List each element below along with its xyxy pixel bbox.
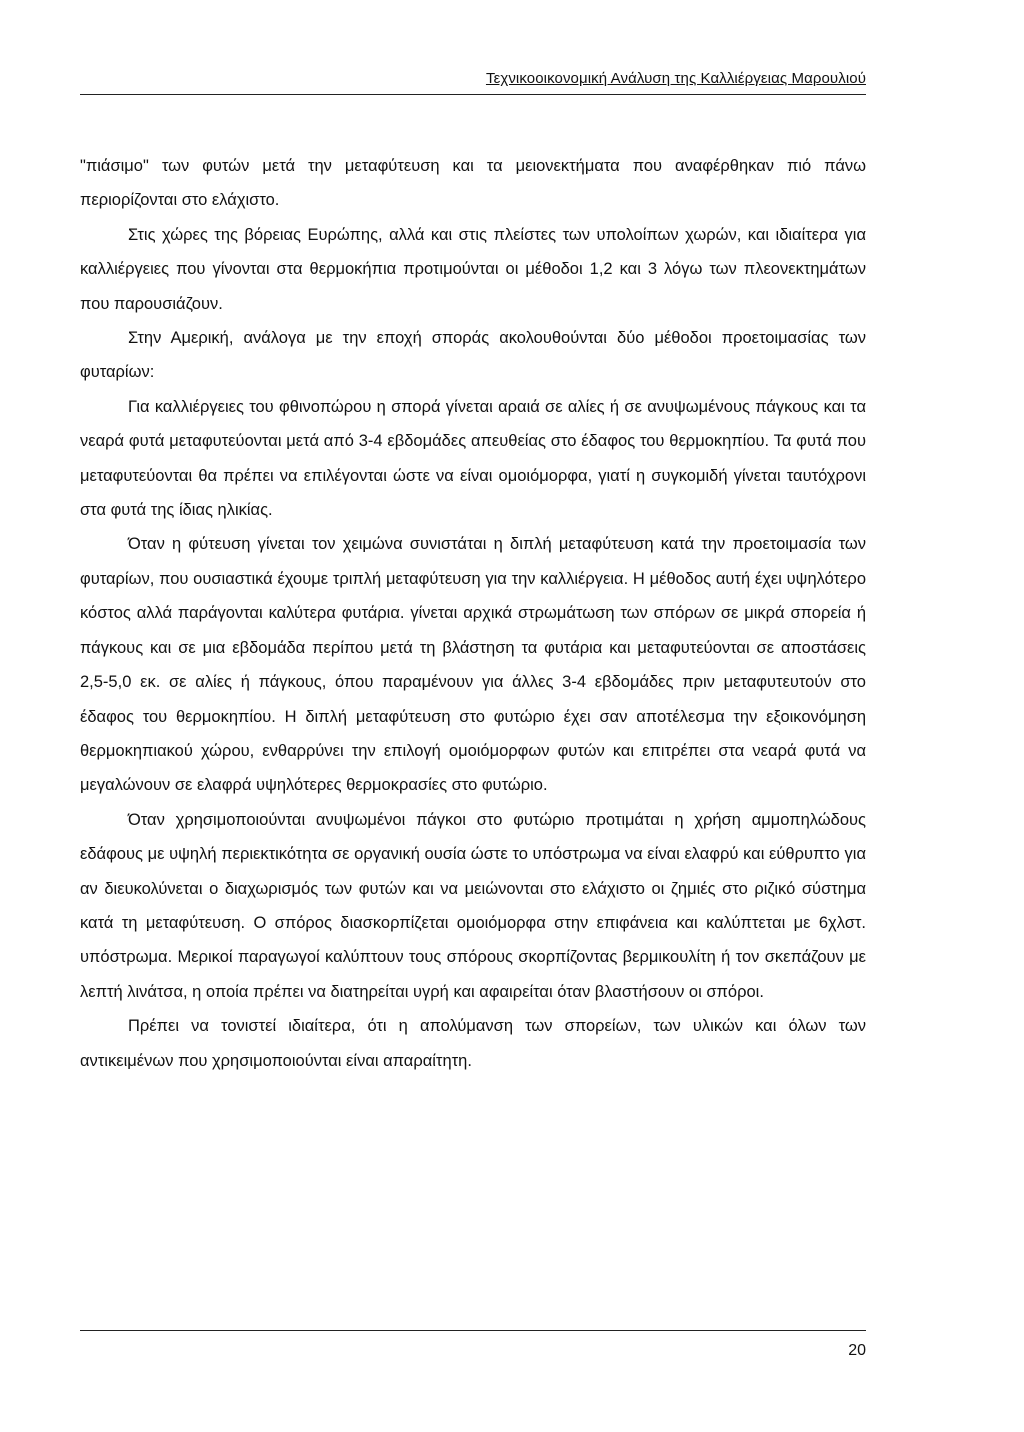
running-header: Τεχνικοοικονομική Ανάλυση της Καλλιέργειας Μαρουλιού [485,70,866,87]
paragraph-northern-europe: Στις χώρες της βόρειας Ευρώπης, αλλά και στις πλείστες των υπολοίπων χωρών, και ιδιαίτερα για καλλιέργειες που γίνονται στα θερμοκήπια προτιμούνται οι μέθοδοι 1,2 και 3 λόγω των πλεονεκτημάτων που παρουσιάζουν. [80,225,866,313]
header-rule [80,94,866,95]
paragraph-continuation: "πιάσιμο" των φυτών μετά την μεταφύτευση και τα μειονεκτήματα που αναφέρθηκαν πιό πάνω περιορίζονται στο ελάχιστο. [80,157,866,210]
paragraph-raised-benches: Όταν χρησιμοποιούνται ανυψωμένοι πάγκοι στο φυτώριο προτιμάται η χρήση αμμοπηλώδους εδάφους με υψηλή περιεκτικότητα σε οργανική ουσία ώστε το υπόστρωμα να είναι ελαφρύ και εύθρυπτο για αν διευκολύνεται ο διαχωρισμός των φυτών και να μειώνονται στο ελάχιστο οι ζημιές στο ριζικό σύστημα κατά τη μεταφύτευση. Ο σπόρος διασκορπίζεται ομοιόμορφα στην επιφάνεια και καλύπτεται με 6χλστ. υπόστρωμα. Μερικοί παραγωγοί καλύπτουν τους σπόρους σκορπίζοντας βερμικουλίτη ή τον σκεπάζουν με λεπτή λινάτσα, η οποία πρέπει να διατηρείται υγρή και αφαιρείται όταν βλαστήσουν οι σπόροι. [80,810,866,1001]
paragraph-disinfection: Πρέπει να τονιστεί ιδιαίτερα, ότι η απολύμανση των σπορείων, των υλικών και όλων των αντικειμένων που χρησιμοποιούνται είναι απαραίτητη. [80,1017,866,1070]
paragraph-america: Στην Αμερική, ανάλογα με την εποχή σποράς ακολουθούνται δύο μέθοδοι προετοιμασίας των φυταρίων: [80,329,866,382]
page-number: 20 [848,1342,866,1359]
body-text [80,149,866,1078]
footer-rule [80,1330,866,1331]
paragraph-autumn-crops: Για καλλιέργειες του φθινοπώρου η σπορά γίνεται αραιά σε αλίες ή σε ανυψωμένους πάγκους και τα νεαρά φυτά μεταφυτεύονται μετά από 3-4 εβδομάδες απευθείας στο έδαφος του θερμοκηπίου. Τα φυτά που μεταφυτεύονται θα πρέπει να επιλέγονται ώστε να είναι ομοιόμορφα, γιατί η συγκομιδή γίνεται ταυτόχρονι στα φυτά της ίδιας ηλικίας. [80,397,866,520]
paragraph-winter-planting: Όταν η φύτευση γίνεται τον χειμώνα συνιστάται η διπλή μεταφύτευση κατά την προετοιμασία των φυταρίων, που ουσιαστικά έχουμε τριπλή μεταφύτευση για την καλλιέργεια. Η μέθοδος αυτή έχει υψηλότερο κόστος αλλά παράγονται καλύτερα φυτάρια. γίνεται αρχικά στρωμάτωση των σπόρων σε μικρά σπορεία ή πάγκους και σε μια εβδομάδα περίπου μετά τη βλάστηση τα φυτάρια και μεταφυτεύονται σε αποστάσεις 2,5-5,0 εκ. σε αλίες ή πάγκους, όπου παραμένουν για άλλες 3-4 εβδομάδες πριν μεταφυτευτούν στο έδαφος του θερμοκηπίου. Η διπλή μεταφύτευση στο φυτώριο έχει σαν αποτέλεσμα την εξοικονόμηση θερμοκηπιακού χώρου, ενθαρρύνει την επιλογή ομοιόμορφων φυτών και επιτρέπει στα νεαρά φυτά να μεγαλώνουν σε ελαφρά υψηλότερες θερμοκρασίες στο φυτώριο. [80,535,866,795]
